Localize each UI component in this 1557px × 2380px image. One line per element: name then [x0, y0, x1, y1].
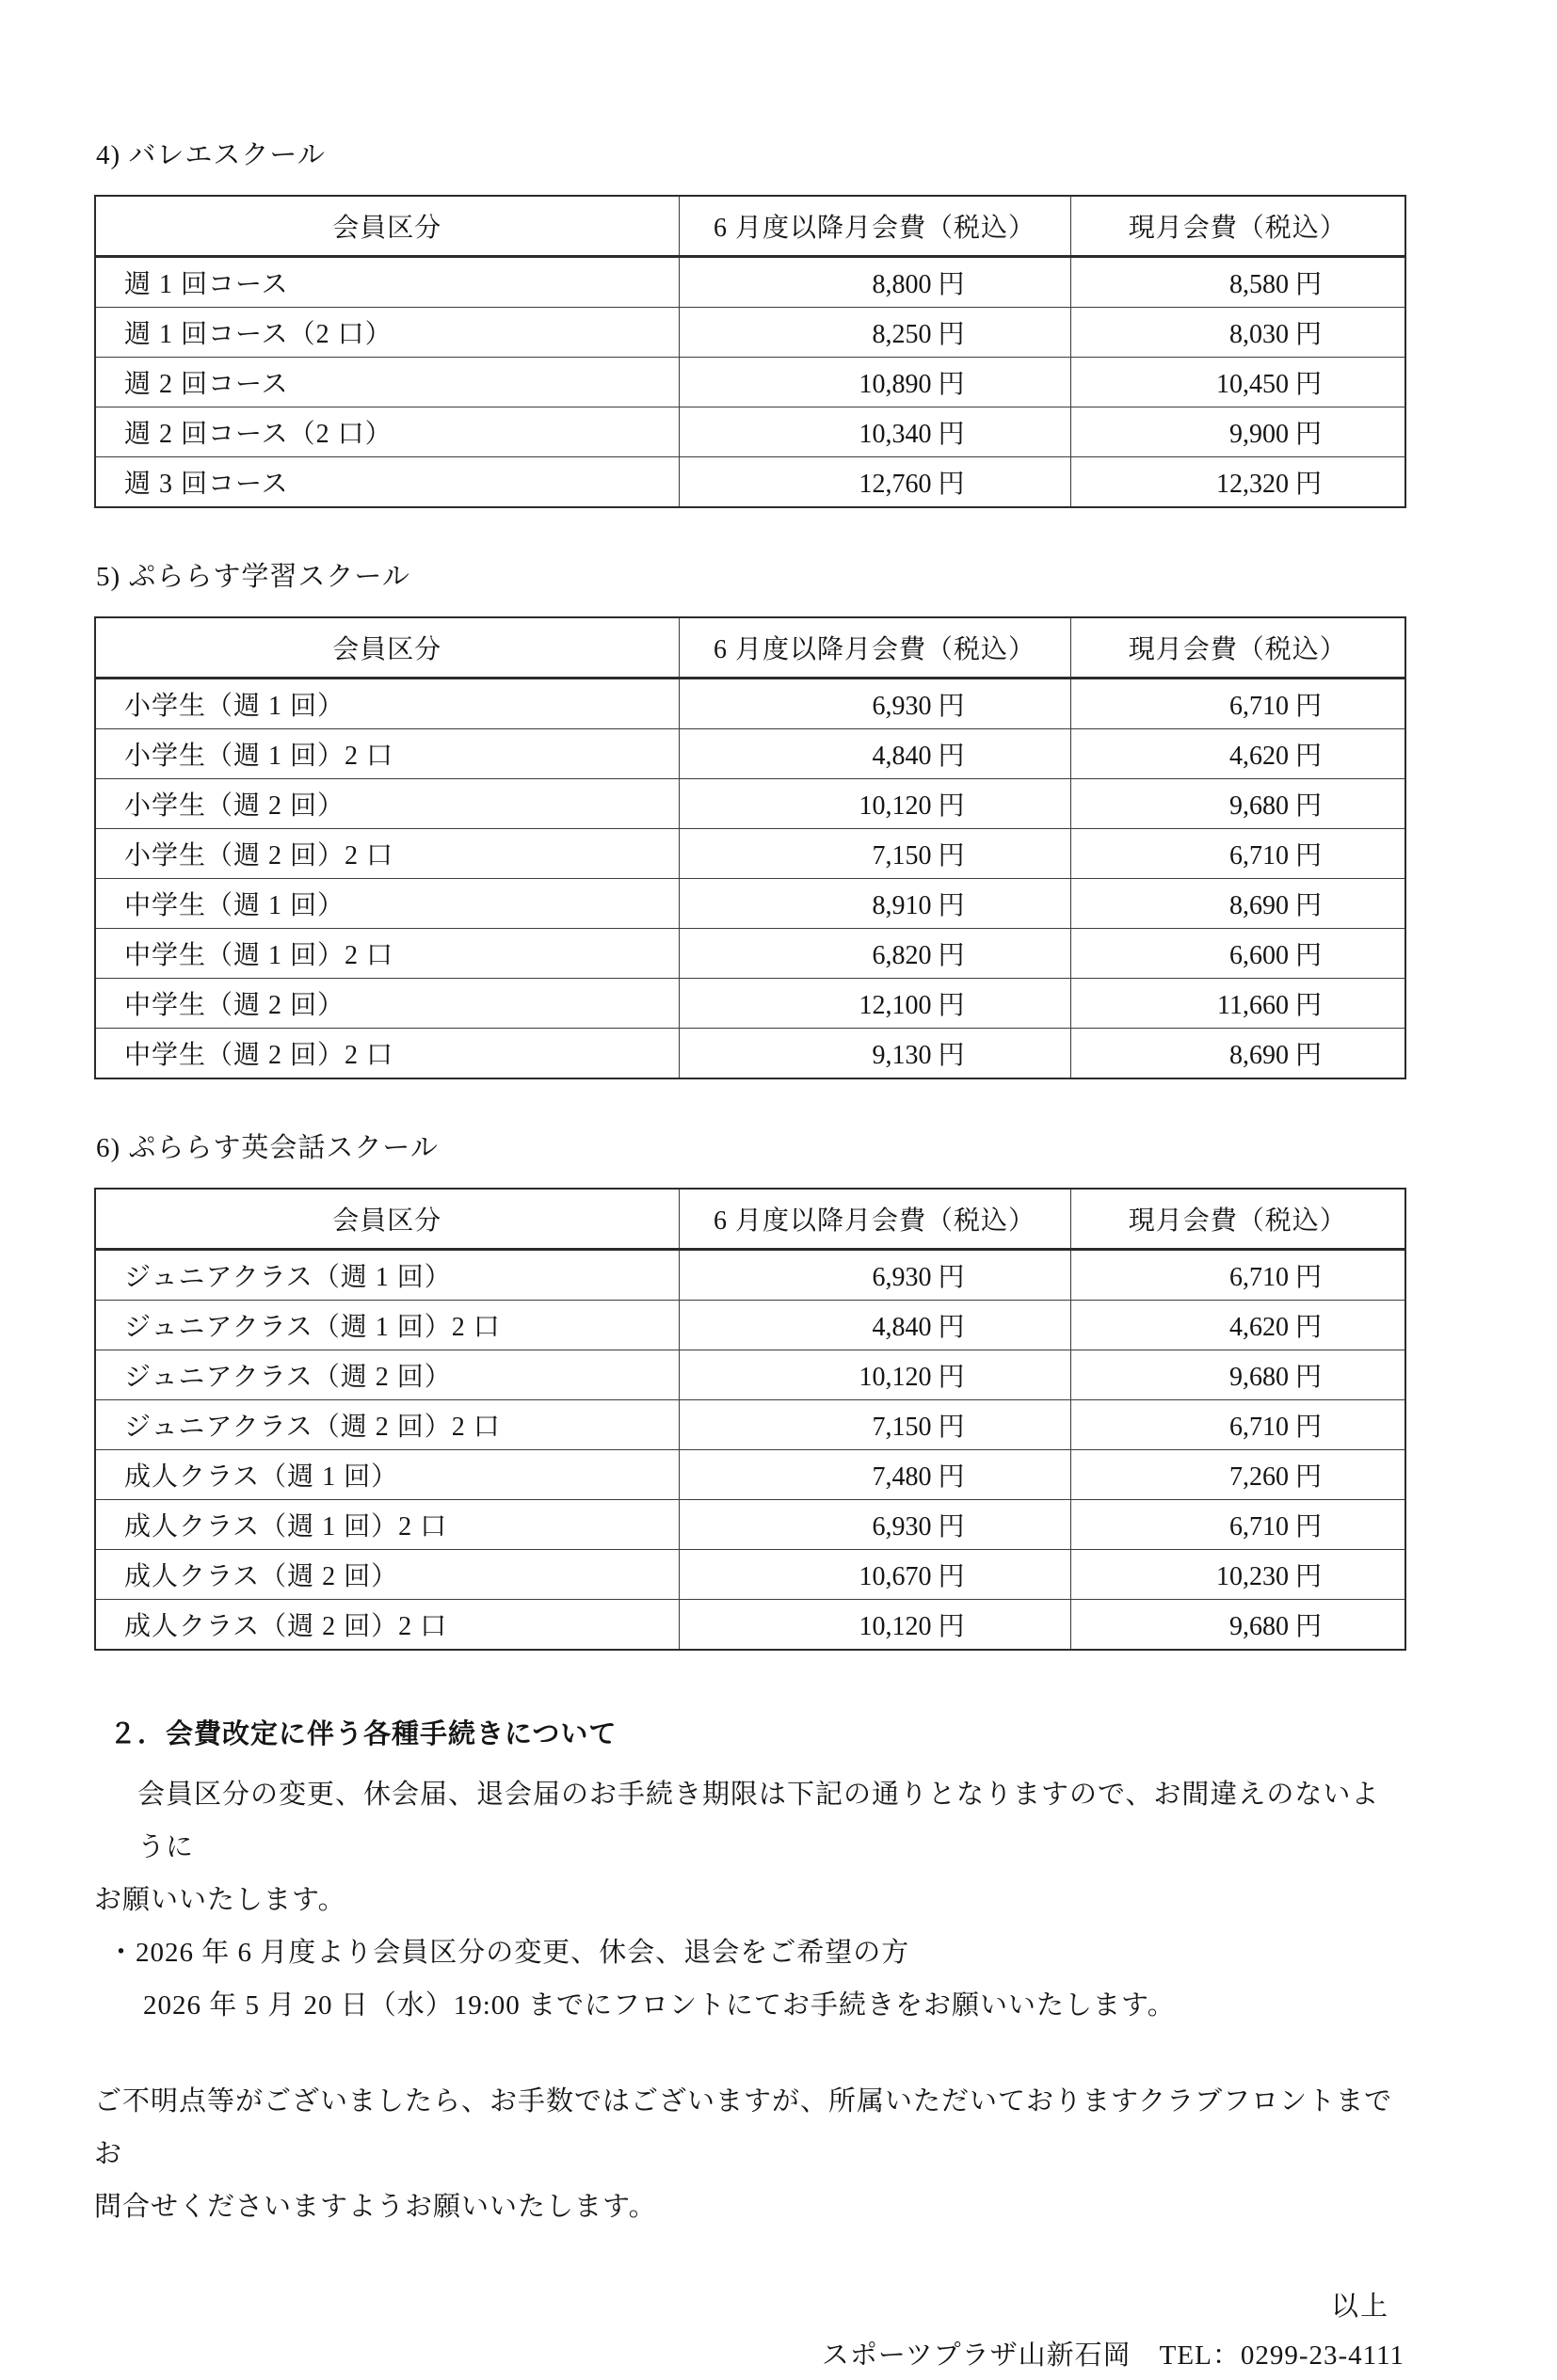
member-category-cell: 中学生（週 1 回）2 口	[95, 929, 679, 979]
fee-june-cell: 10,340 円	[679, 407, 1070, 457]
table-row	[95, 929, 1405, 979]
fee-june-cell: 7,150 円	[679, 1400, 1070, 1450]
member-category-cell: 小学生（週 2 回）	[95, 779, 679, 829]
table-row	[95, 679, 1405, 729]
fee-current-cell: 6,710 円	[1070, 1250, 1405, 1301]
member-category-cell: 小学生（週 1 回）	[95, 679, 679, 729]
fee-june-cell: 10,120 円	[679, 779, 1070, 829]
column-header-member-category: 会員区分	[95, 617, 679, 679]
table-row	[95, 979, 1405, 1029]
column-header-member-category: 会員区分	[95, 196, 679, 257]
table-row	[95, 829, 1405, 879]
fee-june-cell: 6,930 円	[679, 1500, 1070, 1550]
fee-current-cell: 8,690 円	[1070, 1029, 1405, 1079]
table-header-row	[95, 1189, 1405, 1250]
table-row	[95, 1600, 1405, 1651]
fee-current-cell: 7,260 円	[1070, 1450, 1405, 1500]
fee-june-cell: 8,910 円	[679, 879, 1070, 929]
fee-june-cell: 8,800 円	[679, 257, 1070, 308]
fee-current-cell: 9,680 円	[1070, 1600, 1405, 1651]
member-category-cell: 成人クラス（週 1 回）	[95, 1450, 679, 1500]
fee-current-cell: 4,620 円	[1070, 1301, 1405, 1350]
fee-current-cell: 6,600 円	[1070, 929, 1405, 979]
table-row	[95, 779, 1405, 829]
member-category-cell: 成人クラス（週 2 回）	[95, 1550, 679, 1600]
english-fee-table	[94, 1188, 1406, 1651]
table-row	[95, 1301, 1405, 1350]
fee-current-cell: 10,230 円	[1070, 1550, 1405, 1600]
fee-current-cell: 12,320 円	[1070, 457, 1405, 508]
fee-june-cell: 6,930 円	[679, 679, 1070, 729]
fee-june-cell: 12,760 円	[679, 457, 1070, 508]
member-category-cell: ジュニアクラス（週 1 回）2 口	[95, 1301, 679, 1350]
fee-current-cell: 8,030 円	[1070, 308, 1405, 358]
member-category-cell: 小学生（週 1 回）2 口	[95, 729, 679, 779]
member-category-cell: 成人クラス（週 2 回）2 口	[95, 1600, 679, 1651]
table-row	[95, 729, 1405, 779]
closing-line-2: 問合せくださいますようお願いいたします。	[94, 2192, 657, 2222]
fee-current-cell: 6,710 円	[1070, 1400, 1405, 1450]
member-category-cell: 週 2 回コース（2 口）	[95, 407, 679, 457]
column-header-fee-current: 現月会費（税込）	[1070, 1189, 1405, 1250]
fee-june-cell: 4,840 円	[679, 729, 1070, 779]
column-header-fee-june: 6 月度以降月会費（税込）	[679, 617, 1070, 679]
column-header-fee-june: 6 月度以降月会費（税込）	[679, 1189, 1070, 1250]
fee-june-cell: 7,150 円	[679, 829, 1070, 879]
ballet-school-section	[94, 134, 1405, 508]
fee-current-cell: 6,710 円	[1070, 679, 1405, 729]
column-header-fee-current: 現月会費（税込）	[1070, 617, 1405, 679]
fee-june-cell: 8,250 円	[679, 308, 1070, 358]
member-category-cell: 週 1 回コース（2 口）	[95, 308, 679, 358]
fee-june-cell: 7,480 円	[679, 1450, 1070, 1500]
table-row	[95, 1350, 1405, 1400]
closing-line-1: ご不明点等がございましたら、お手数ではございますが、所属いただいておりますクラブフロントまでお	[94, 2086, 1393, 2169]
table-header-row	[95, 196, 1405, 257]
fee-current-cell: 8,580 円	[1070, 257, 1405, 308]
fee-june-cell: 6,930 円	[679, 1250, 1070, 1301]
fee-june-cell: 6,820 円	[679, 929, 1070, 979]
learning-fee-table	[94, 616, 1406, 1079]
fee-june-cell: 10,670 円	[679, 1550, 1070, 1600]
table-row	[95, 1400, 1405, 1450]
table-row	[95, 1500, 1405, 1550]
member-category-cell: 週 3 回コース	[95, 457, 679, 508]
table-row	[95, 1550, 1405, 1600]
fee-current-cell: 9,900 円	[1070, 407, 1405, 457]
column-header-fee-current: 現月会費（税込）	[1070, 196, 1405, 257]
table-row	[95, 1450, 1405, 1500]
table-row	[95, 1029, 1405, 1079]
fee-current-cell: 6,710 円	[1070, 829, 1405, 879]
fee-june-cell: 10,120 円	[679, 1350, 1070, 1400]
document-footer	[94, 2282, 1405, 2380]
fee-current-cell: 6,710 円	[1070, 1500, 1405, 1550]
fee-current-cell: 4,620 円	[1070, 729, 1405, 779]
procedures-section	[94, 1713, 1405, 2032]
procedures-paragraph-line-1: 会員区分の変更、休会届、退会届のお手続き期限は下記の通りとなりますので、お間違えのないように	[137, 1780, 1380, 1862]
closing-paragraph	[94, 2075, 1405, 2233]
column-header-member-category: 会員区分	[95, 1189, 679, 1250]
section-title: 4) バレエスクール	[96, 140, 326, 170]
member-category-cell: 中学生（週 2 回）2 口	[95, 1029, 679, 1079]
fee-current-cell: 8,690 円	[1070, 879, 1405, 929]
member-category-cell: 中学生（週 2 回）	[95, 979, 679, 1029]
section-title: 6) ぷららす英会話スクール	[96, 1133, 439, 1163]
fee-june-cell: 9,130 円	[679, 1029, 1070, 1079]
member-category-cell: ジュニアクラス（週 2 回）2 口	[95, 1400, 679, 1450]
procedures-bullet: ・2026 年 6 月度より会員区分の変更、休会、退会をご希望の方	[107, 1938, 910, 1968]
table-row	[95, 358, 1405, 407]
contact-line: スポーツプラザ山新石岡 TEL：0299-23-4111	[821, 2340, 1405, 2371]
fee-current-cell: 10,450 円	[1070, 358, 1405, 407]
english-school-section	[94, 1126, 1405, 1651]
member-category-cell: 小学生（週 2 回）2 口	[95, 829, 679, 879]
table-header-row	[95, 617, 1405, 679]
member-category-cell: ジュニアクラス（週 1 回）	[95, 1250, 679, 1301]
table-row	[95, 308, 1405, 358]
procedures-heading: ２．会費改定に伴う各種手続きについて	[109, 1719, 618, 1749]
member-category-cell: 週 1 回コース	[95, 257, 679, 308]
fee-current-cell: 9,680 円	[1070, 779, 1405, 829]
fee-june-cell: 10,890 円	[679, 358, 1070, 407]
procedures-paragraph-line-2: お願いいたします。	[94, 1885, 346, 1915]
procedures-bullet-detail: 2026 年 5 月 20 日（水）19:00 までにフロントにてお手続きをお願いいたします。	[143, 1990, 1176, 2021]
section-title: 5) ぷららす学習スクール	[96, 562, 410, 592]
member-category-cell: ジュニアクラス（週 2 回）	[95, 1350, 679, 1400]
fee-june-cell: 10,120 円	[679, 1600, 1070, 1651]
member-category-cell: 週 2 回コース	[95, 358, 679, 407]
ballet-fee-table	[94, 195, 1406, 508]
table-row	[95, 1250, 1405, 1301]
table-row	[95, 879, 1405, 929]
fee-current-cell: 9,680 円	[1070, 1350, 1405, 1400]
table-row	[95, 407, 1405, 457]
member-category-cell: 成人クラス（週 1 回）2 口	[95, 1500, 679, 1550]
table-row	[95, 457, 1405, 508]
learning-school-section	[94, 555, 1405, 1079]
table-row	[95, 257, 1405, 308]
closing-word: 以上	[1330, 2292, 1389, 2322]
fee-june-cell: 12,100 円	[679, 979, 1070, 1029]
fee-current-cell: 11,660 円	[1070, 979, 1405, 1029]
fee-june-cell: 4,840 円	[679, 1301, 1070, 1350]
member-category-cell: 中学生（週 1 回）	[95, 879, 679, 929]
column-header-fee-june: 6 月度以降月会費（税込）	[679, 196, 1070, 257]
